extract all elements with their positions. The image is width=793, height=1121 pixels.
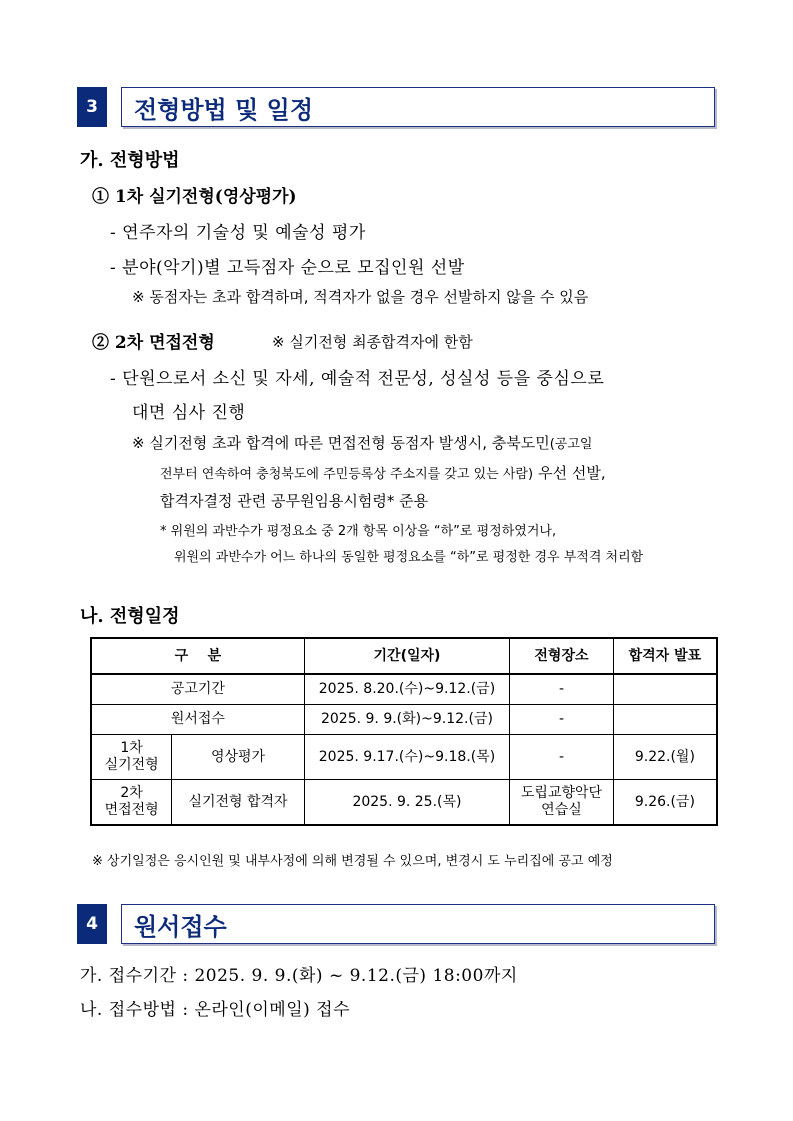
section-4-title: 원서접수 bbox=[134, 913, 227, 941]
header-category: 구 분 bbox=[91, 638, 304, 674]
row-period: 2025. 8.20.(수)~9.12.(금) bbox=[304, 674, 509, 705]
header-period: 기간(일자) bbox=[304, 638, 509, 674]
receipt-method: 나. 접수방법 : 온라인(이메일) 접수 bbox=[80, 1000, 350, 1020]
row-group bbox=[91, 735, 172, 780]
stage2-note-text: ※ 실기전형 초과 합격에 따른 면접전형 동점자 발생시, 충북도민 bbox=[132, 434, 550, 452]
schedule-note: ※ 상기일정은 응시인원 및 내부사정에 의해 변경될 수 있으며, 변경시 도 누리집에 공고 예정 bbox=[92, 854, 613, 869]
row-announce bbox=[613, 674, 717, 705]
table-row bbox=[91, 705, 717, 735]
section-3-title-box bbox=[121, 87, 715, 127]
section-3-number: 3 bbox=[77, 87, 107, 127]
row-announce: 9.22.(월) bbox=[613, 735, 717, 780]
row-announce bbox=[613, 705, 717, 735]
row-place-line-2: 연습실 bbox=[541, 802, 582, 818]
row-label: 영상평가 bbox=[172, 735, 305, 780]
row-place: - bbox=[510, 705, 614, 735]
table-row bbox=[91, 674, 717, 705]
stage1-note: ※ 동점자는 초과 합격하며, 적격자가 없을 경우 선발하지 않을 수 있음 bbox=[132, 288, 589, 306]
stage1-heading: ① 1차 실기전형(영상평가) bbox=[92, 187, 297, 207]
row-place bbox=[510, 780, 614, 826]
sub-heading-a: 가. 전형방법 bbox=[80, 150, 180, 171]
row-period: 2025. 9. 25.(목) bbox=[304, 780, 509, 826]
header-place: 전형장소 bbox=[510, 638, 614, 674]
stage2-note-line-1 bbox=[132, 432, 592, 453]
row-label: 공고기간 bbox=[91, 674, 304, 705]
stage2-heading: ② 2차 면접전형 bbox=[92, 333, 215, 353]
row-period: 2025. 9. 9.(화)~9.12.(금) bbox=[304, 705, 509, 735]
section-4-title-box bbox=[121, 904, 715, 944]
table-row bbox=[91, 735, 717, 780]
row-group-line-2: 면접전형 bbox=[104, 802, 159, 818]
row-place: - bbox=[510, 674, 614, 705]
section-3-title: 전형방법 및 일정 bbox=[134, 96, 313, 124]
stage1-bullet-2: - 분야(악기)별 고득점자 순으로 모집인원 선발 bbox=[110, 258, 465, 278]
row-group bbox=[91, 780, 172, 826]
stage2-bullet-1: - 단원으로서 소신 및 자세, 예술적 전문성, 성실성 등을 중심으로 bbox=[110, 369, 605, 389]
stage2-note-priority: 우선 선발, bbox=[538, 464, 606, 482]
sub-heading-b: 나. 전형일정 bbox=[80, 606, 180, 627]
stage2-note-small-cont: 전부터 연속하여 충청북도에 주민등록상 주소지를 갖고 있는 사람) bbox=[160, 467, 534, 482]
stage2-note-small: (공고일 bbox=[549, 437, 593, 452]
header-announce: 합격자 발표 bbox=[613, 638, 717, 674]
row-period: 2025. 9.17.(수)~9.18.(목) bbox=[304, 735, 509, 780]
table-header-row bbox=[91, 638, 717, 674]
receipt-period: 가. 접수기간 : 2025. 9. 9.(화) ~ 9.12.(금) 18:00까지 bbox=[80, 966, 518, 986]
row-label: 원서접수 bbox=[91, 705, 304, 735]
table-row bbox=[91, 780, 717, 826]
stage2-note-line-2 bbox=[160, 462, 606, 483]
stage2-heading-note: ※ 실기전형 최종합격자에 한함 bbox=[272, 333, 473, 351]
stage2-footnote-1: * 위원의 과반수가 평정요소 중 2개 항목 이상을 “하”로 평정하였거나, bbox=[160, 524, 557, 539]
row-group-line-1: 1차 bbox=[120, 740, 143, 756]
row-place-line-1: 도립교향악단 bbox=[520, 785, 603, 801]
row-group-line-1: 2차 bbox=[120, 785, 143, 801]
stage2-footnote-2: 위원의 과반수가 어느 하나의 동일한 평정요소를 “하”로 평정한 경우 부적격 처리함 bbox=[174, 550, 644, 565]
stage1-bullet-1: - 연주자의 기술성 및 예술성 평가 bbox=[110, 223, 366, 243]
schedule-table bbox=[90, 637, 718, 826]
stage2-bullet-1-cont: 대면 심사 진행 bbox=[132, 403, 246, 423]
row-place: - bbox=[510, 735, 614, 780]
row-label: 실기전형 합격자 bbox=[172, 780, 305, 826]
row-group-line-2: 실기전형 bbox=[104, 757, 159, 773]
stage2-note-line-3: 합격자결정 관련 공무원임용시험령* 준용 bbox=[160, 492, 429, 510]
row-announce: 9.26.(금) bbox=[613, 780, 717, 826]
section-4-number: 4 bbox=[77, 904, 107, 944]
